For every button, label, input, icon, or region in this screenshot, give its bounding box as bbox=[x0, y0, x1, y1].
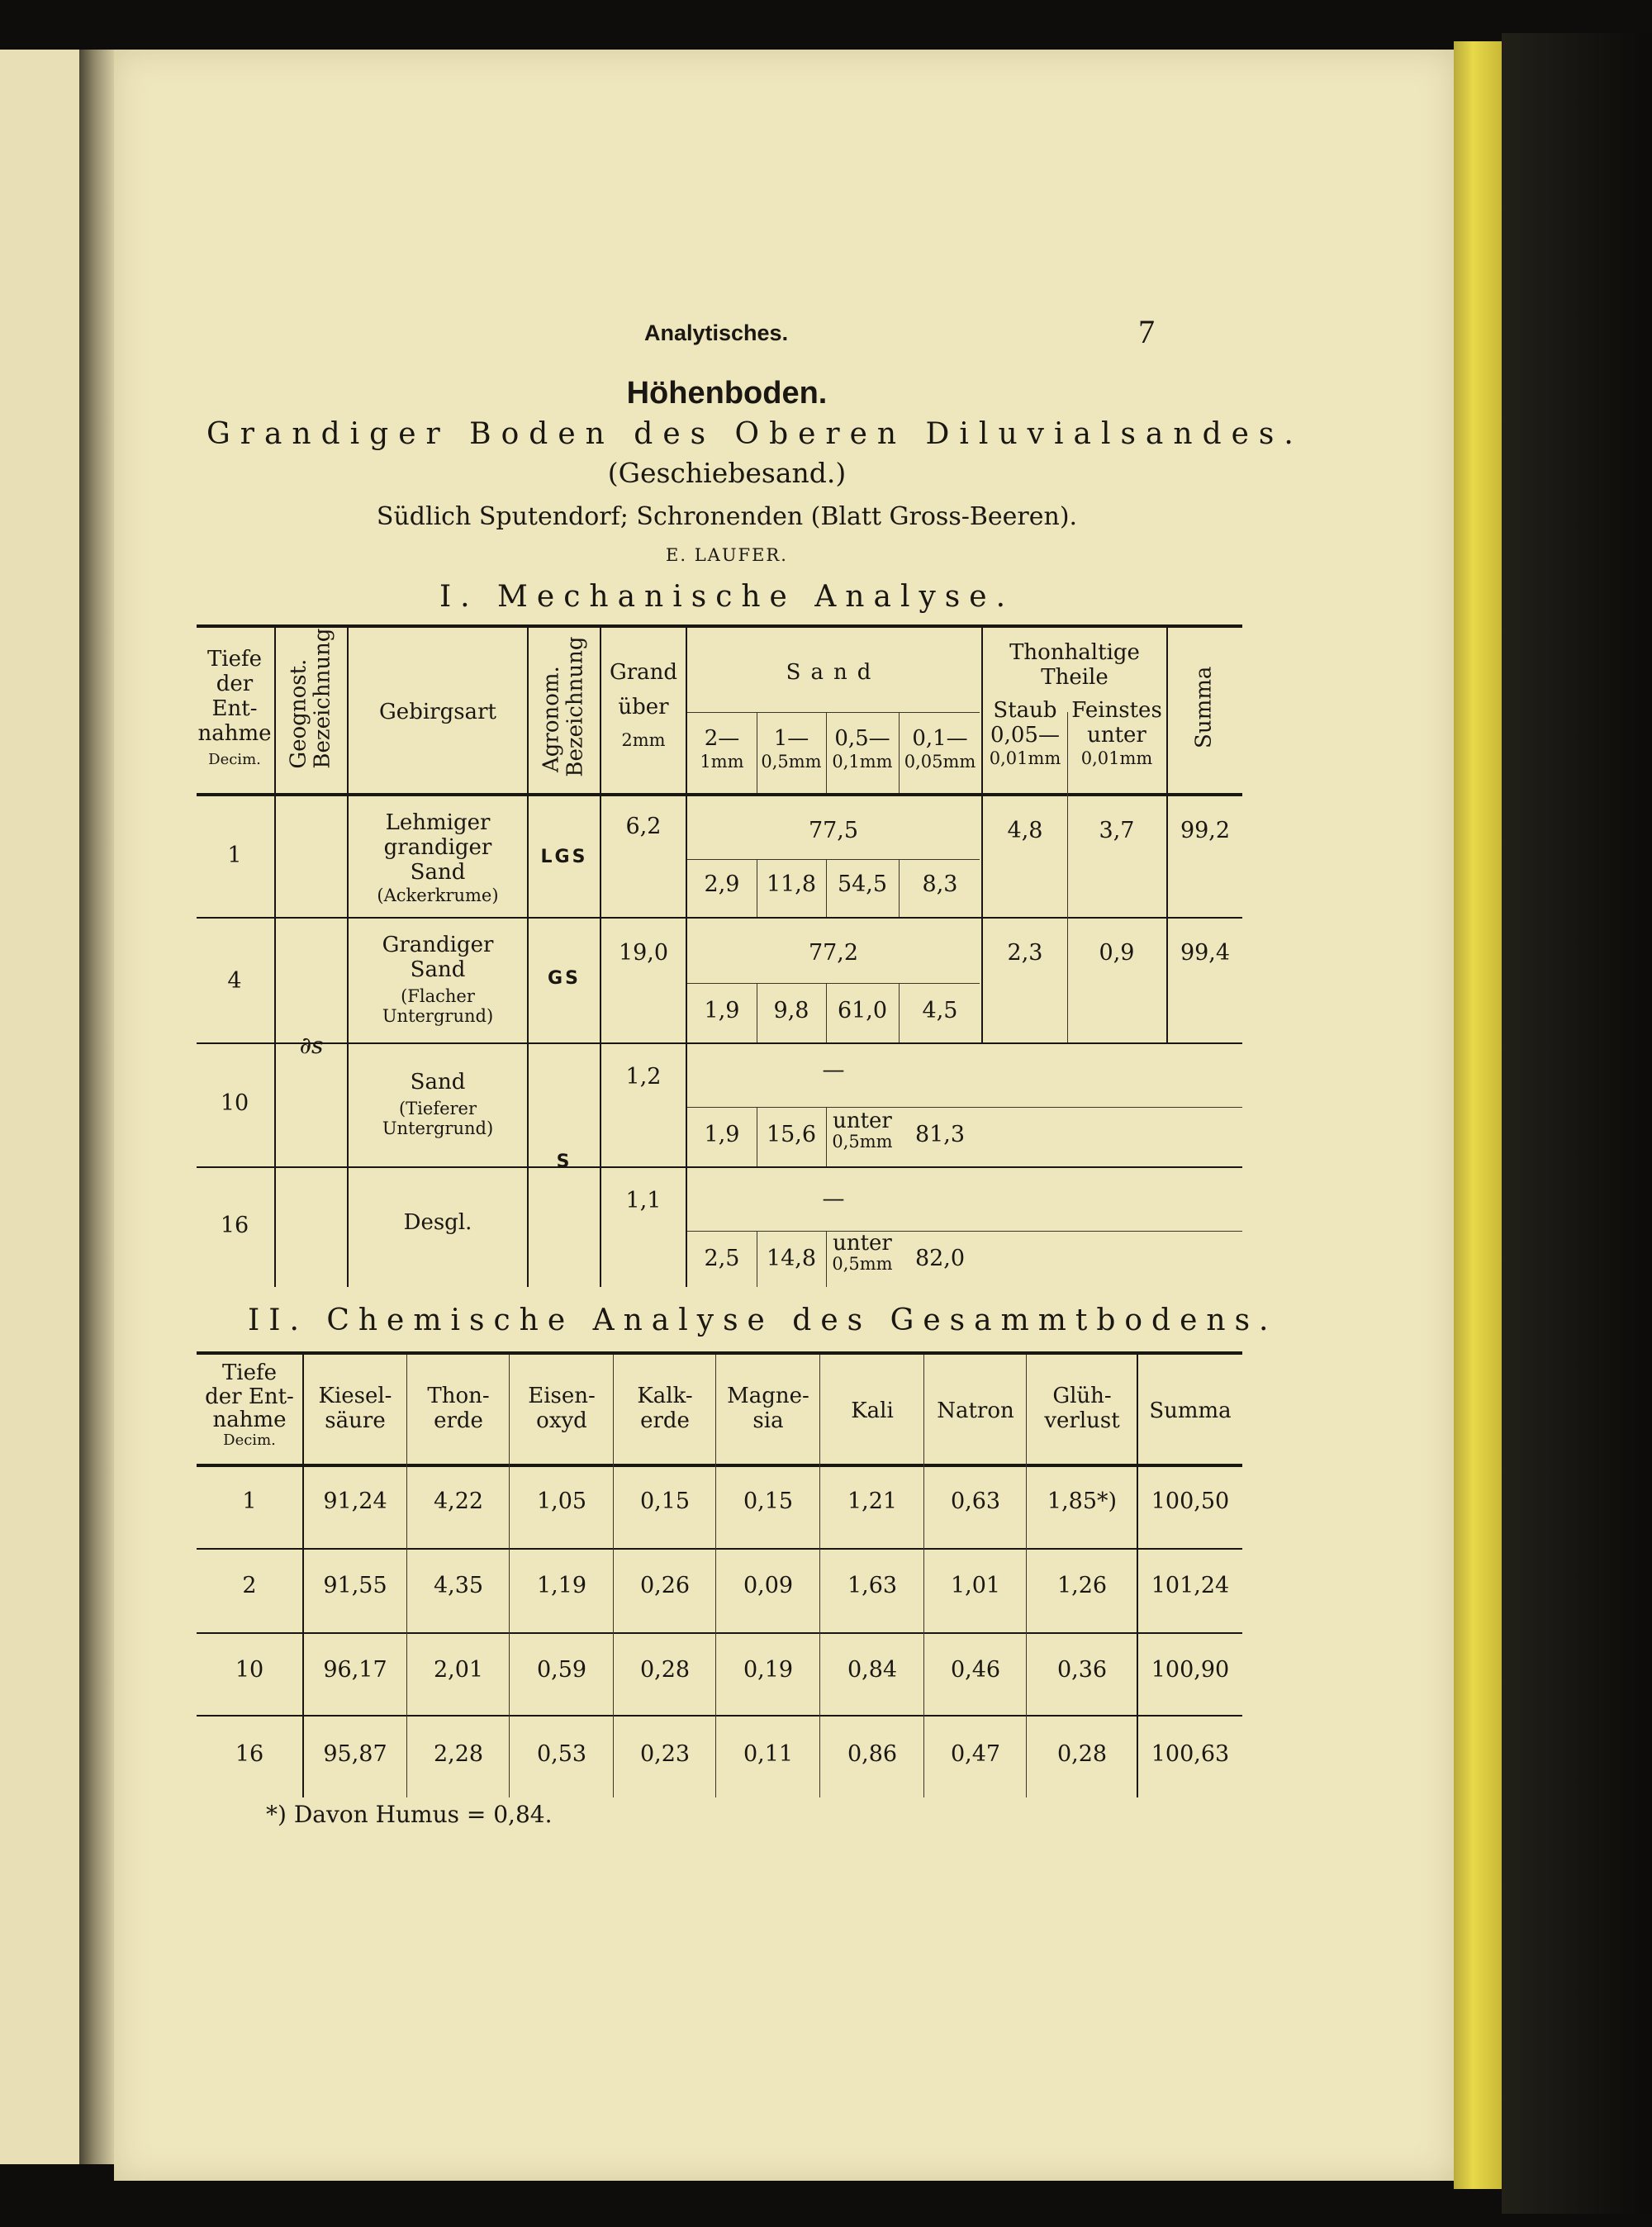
chem-header-natron: Natron bbox=[937, 1398, 1014, 1423]
book-page bbox=[114, 50, 1454, 2181]
chem-header-kali: Kali bbox=[851, 1398, 894, 1423]
header-sand-1-05: 1— 0,5mm bbox=[761, 726, 822, 772]
page-number: 7 bbox=[1138, 313, 1155, 350]
header-summa: Summa bbox=[1191, 666, 1217, 748]
chem-header-magnesia: Magne- sia bbox=[727, 1384, 809, 1433]
book-cover bbox=[1502, 33, 1652, 2214]
header-sand: Sand bbox=[786, 660, 881, 685]
book-gutter bbox=[79, 50, 116, 2164]
header-agronom: Agronom. Bezeichnung bbox=[539, 636, 587, 777]
chem-header-tiefe: Tiefe der Ent- nahme Decim. bbox=[205, 1360, 294, 1449]
header-grand: Grand über 2mm bbox=[609, 660, 678, 750]
header-thonhaltige: Thonhaltige Theile bbox=[1009, 640, 1140, 690]
subtitle: Grandiger Boden des Oberen Diluvialsandes. bbox=[206, 417, 1303, 451]
location: Südlich Sputendorf; Schronenden (Blatt Gross-Beeren). bbox=[376, 502, 1078, 531]
author: E. LAUFER. bbox=[666, 545, 788, 565]
subtitle-2: (Geschiebesand.) bbox=[607, 457, 847, 489]
header-sand-2-1: 2— 1mm bbox=[700, 726, 744, 772]
section-mechanical: I. Mechanische Analyse. bbox=[439, 580, 1015, 614]
header-geognost: Geognost. Bezeichnung bbox=[286, 628, 335, 769]
running-head: Analytisches. bbox=[644, 321, 789, 345]
section-chemical: II. Chemische Analyse des Gesammtbodens. bbox=[248, 1303, 1278, 1337]
header-gebirgsart: Gebirgsart bbox=[379, 700, 496, 724]
page-title: Höhenboden. bbox=[626, 376, 828, 411]
header-feinstes: Feinstes unter 0,01mm bbox=[1071, 698, 1162, 768]
footnote: *) Davon Humus = 0,84. bbox=[266, 1801, 553, 1828]
previous-page-edge bbox=[0, 50, 81, 2164]
header-sand-01-005: 0,1— 0,05mm bbox=[904, 726, 976, 772]
chem-header-gluehverlust: Glüh- verlust bbox=[1044, 1384, 1120, 1433]
chem-header-summa: Summa bbox=[1149, 1398, 1232, 1423]
page-edges bbox=[1454, 41, 1502, 2189]
chem-header-eisenoxyd: Eisen- oxyd bbox=[528, 1384, 596, 1433]
geognost-value: ∂s bbox=[299, 1032, 324, 1059]
chem-header-thonerde: Thon- erde bbox=[427, 1384, 490, 1433]
header-sand-05-01: 0,5— 0,1mm bbox=[832, 726, 893, 772]
chem-header-kalkerde: Kalk- erde bbox=[637, 1384, 693, 1433]
header-tiefe: Tiefe der Ent- nahme Decim. bbox=[197, 647, 272, 768]
header-staub: Staub 0,05— 0,01mm bbox=[989, 698, 1061, 768]
chem-header-kieselsaeure: Kiesel- säure bbox=[318, 1384, 392, 1433]
